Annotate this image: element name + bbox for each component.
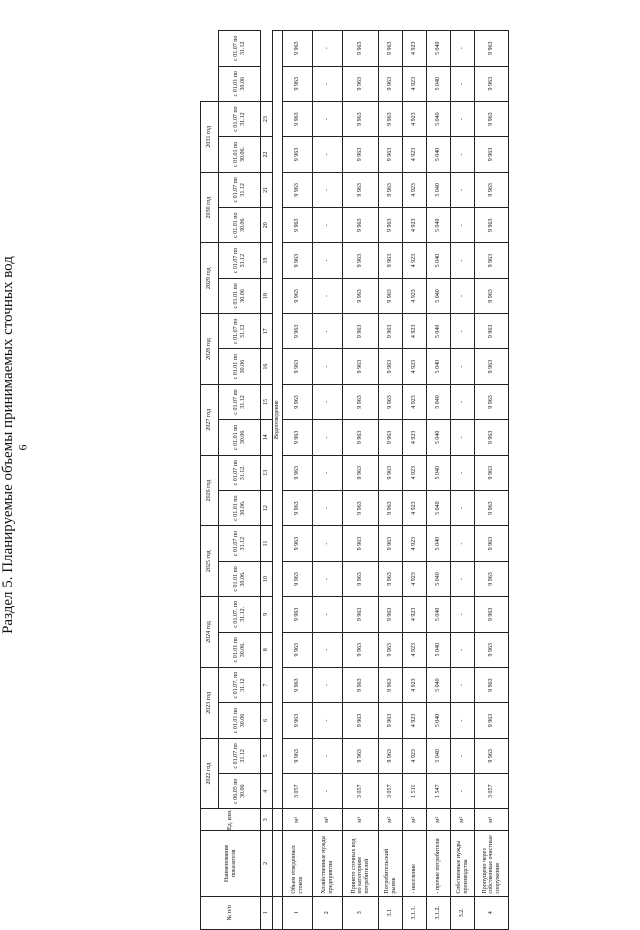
row-value: 5 040 bbox=[427, 243, 451, 278]
row-value: - bbox=[451, 243, 475, 278]
row-value: 9 963 bbox=[475, 66, 509, 101]
row-value: 5 040 bbox=[427, 349, 451, 384]
row-value: 9 963 bbox=[379, 597, 403, 632]
header-period: с 01.07 по 31.12 bbox=[219, 526, 261, 561]
row-value: 9 963 bbox=[475, 667, 509, 702]
row-value: 9 963 bbox=[379, 66, 403, 101]
row-number: 2 bbox=[313, 896, 343, 929]
row-value: 3 057 bbox=[379, 774, 403, 809]
row-value: 4 923 bbox=[403, 667, 427, 702]
row-value: - bbox=[451, 278, 475, 313]
row-value: - bbox=[313, 243, 343, 278]
row-unit bbox=[451, 809, 475, 831]
row-value: 9 963 bbox=[343, 490, 379, 525]
table-row bbox=[451, 31, 475, 930]
row-value: 9 963 bbox=[283, 490, 313, 525]
row-value: - bbox=[313, 490, 343, 525]
unit-superscript: 3 bbox=[410, 816, 416, 819]
row-value: - bbox=[313, 314, 343, 349]
row-value: 5 040 bbox=[427, 66, 451, 101]
row-value: - bbox=[313, 172, 343, 207]
header-period: с 01.01 по 30.06 bbox=[219, 703, 261, 738]
header-year: 2024 год bbox=[201, 597, 219, 668]
row-value: - bbox=[313, 349, 343, 384]
row-name: - население bbox=[403, 831, 427, 896]
row-value: 9 963 bbox=[343, 420, 379, 455]
row-value: - bbox=[313, 703, 343, 738]
row-number: 3.2. bbox=[451, 896, 475, 929]
unit-superscript: 3 bbox=[386, 816, 392, 819]
row-value: 9 963 bbox=[283, 738, 313, 773]
wastewater-volume-table bbox=[200, 30, 509, 930]
row-value: 5 040 bbox=[427, 137, 451, 172]
row-value: 9 963 bbox=[283, 597, 313, 632]
row-value: 9 963 bbox=[475, 278, 509, 313]
header-unit: Ед. изм. bbox=[201, 809, 261, 831]
row-value: 9 963 bbox=[343, 455, 379, 490]
header-period: с 01.07 по 31.12 bbox=[219, 384, 261, 419]
row-value: 9 963 bbox=[283, 420, 313, 455]
row-value: 5 040 bbox=[427, 208, 451, 243]
row-number: 3.1.2. bbox=[427, 896, 451, 929]
row-value: 5 040 bbox=[427, 384, 451, 419]
row-value: - bbox=[451, 561, 475, 596]
row-unit bbox=[403, 809, 427, 831]
row-value: 9 963 bbox=[343, 243, 379, 278]
row-value: - bbox=[451, 455, 475, 490]
header-period: с 01.01 по 30.06 bbox=[219, 66, 261, 101]
header-period: с 01.07. по 31.12. bbox=[219, 597, 261, 632]
row-value: - bbox=[451, 667, 475, 702]
row-value: 9 963 bbox=[475, 420, 509, 455]
row-value: - bbox=[451, 774, 475, 809]
row-value: 5 040 bbox=[427, 526, 451, 561]
row-value: 4 923 bbox=[403, 384, 427, 419]
row-value: 9 963 bbox=[475, 526, 509, 561]
column-number: 1 bbox=[261, 896, 273, 929]
row-value: 9 963 bbox=[379, 137, 403, 172]
row-value: 9 963 bbox=[283, 632, 313, 667]
column-number: 23 bbox=[261, 101, 273, 136]
row-value: 5 040 bbox=[427, 172, 451, 207]
section-title: Раздел 5. Планируемые объемы принимаемых сточных вод bbox=[0, 256, 16, 634]
row-value: 5 040 bbox=[427, 101, 451, 136]
header-year: 2029 год bbox=[201, 243, 219, 314]
unit-superscript: 3 bbox=[323, 816, 329, 819]
row-value: 4 923 bbox=[403, 703, 427, 738]
column-number: 10 bbox=[261, 561, 273, 596]
row-value: - bbox=[313, 561, 343, 596]
row-value: 4 923 bbox=[403, 66, 427, 101]
row-value: 9 963 bbox=[283, 137, 313, 172]
unit-base: м bbox=[488, 818, 495, 823]
row-value: 9 963 bbox=[283, 278, 313, 313]
row-unit bbox=[475, 809, 509, 831]
row-name: Принято сточных вод по категориям потребителей bbox=[343, 831, 379, 896]
header-period: с 01.07 по 31.12 bbox=[219, 101, 261, 136]
header-name: Наименование показателя bbox=[201, 831, 261, 896]
row-number: 3 bbox=[343, 896, 379, 929]
row-number: 1 bbox=[283, 896, 313, 929]
row-value: 9 963 bbox=[475, 349, 509, 384]
row-value: 9 963 bbox=[283, 561, 313, 596]
row-value: 9 963 bbox=[379, 101, 403, 136]
row-value: - bbox=[313, 208, 343, 243]
column-number: 3 bbox=[261, 809, 273, 831]
row-value: 9 963 bbox=[283, 667, 313, 702]
row-value: 9 963 bbox=[343, 597, 379, 632]
unit-base: м bbox=[324, 818, 331, 823]
row-value: 4 923 bbox=[403, 597, 427, 632]
row-name: - прочие потребители bbox=[427, 831, 451, 896]
column-number: 5 bbox=[261, 738, 273, 773]
header-year: 2028 год bbox=[201, 314, 219, 385]
row-value: 9 963 bbox=[475, 384, 509, 419]
header-period: с 01.07 по 31.12 bbox=[219, 314, 261, 349]
row-value: - bbox=[313, 597, 343, 632]
row-value: 9 963 bbox=[475, 703, 509, 738]
row-value: 5 040 bbox=[427, 420, 451, 455]
unit-base: м bbox=[459, 818, 466, 823]
row-number: 3.1 bbox=[379, 896, 403, 929]
row-value: - bbox=[451, 384, 475, 419]
row-value: 9 963 bbox=[283, 101, 313, 136]
row-value: 9 963 bbox=[343, 172, 379, 207]
row-value: 9 963 bbox=[343, 561, 379, 596]
column-number: 6 bbox=[261, 703, 273, 738]
row-value: - bbox=[313, 738, 343, 773]
row-value: - bbox=[451, 738, 475, 773]
row-value: 4 923 bbox=[403, 490, 427, 525]
unit-base: м bbox=[294, 818, 301, 823]
row-value: 9 963 bbox=[379, 490, 403, 525]
header-period: с 01.07. по 31.12 bbox=[219, 667, 261, 702]
row-value: 4 923 bbox=[403, 208, 427, 243]
row-value: 4 923 bbox=[403, 172, 427, 207]
row-value: 4 923 bbox=[403, 526, 427, 561]
row-value: 9 963 bbox=[343, 208, 379, 243]
row-value: 9 963 bbox=[343, 31, 379, 67]
header-period: с 01.01 по 30.06 bbox=[219, 420, 261, 455]
header-period: с 01.01 по 30.06 bbox=[219, 349, 261, 384]
header-period: с 01.01 по 30.06 bbox=[219, 208, 261, 243]
row-value: 9 963 bbox=[283, 349, 313, 384]
row-value: 9 963 bbox=[475, 738, 509, 773]
row-value: 5 040 bbox=[427, 738, 451, 773]
unit-superscript: 3 bbox=[434, 816, 440, 819]
table-row bbox=[379, 31, 403, 930]
row-value: 9 963 bbox=[283, 314, 313, 349]
row-value: - bbox=[313, 420, 343, 455]
row-value: - bbox=[451, 349, 475, 384]
row-value: 5 040 bbox=[427, 561, 451, 596]
row-unit bbox=[427, 809, 451, 831]
column-number: 15 bbox=[261, 384, 273, 419]
row-value: 4 923 bbox=[403, 101, 427, 136]
column-number: 4 bbox=[261, 774, 273, 809]
row-value: - bbox=[313, 632, 343, 667]
row-value: 9 963 bbox=[343, 278, 379, 313]
row-value: 9 963 bbox=[343, 101, 379, 136]
row-value: 4 923 bbox=[403, 243, 427, 278]
row-value: 4 923 bbox=[403, 314, 427, 349]
table-row bbox=[313, 31, 343, 930]
row-value: 9 963 bbox=[343, 349, 379, 384]
column-number: 13 bbox=[261, 455, 273, 490]
row-value: - bbox=[451, 420, 475, 455]
row-value: 9 963 bbox=[475, 172, 509, 207]
row-value: 9 963 bbox=[475, 31, 509, 67]
row-value: 9 963 bbox=[379, 243, 403, 278]
row-value: 4 923 bbox=[403, 31, 427, 67]
row-value: - bbox=[313, 667, 343, 702]
row-value: 4 923 bbox=[403, 349, 427, 384]
unit-superscript: 3 bbox=[487, 816, 493, 819]
row-value: - bbox=[451, 632, 475, 667]
column-number: 19 bbox=[261, 243, 273, 278]
row-value: 9 963 bbox=[379, 667, 403, 702]
row-value: 9 963 bbox=[379, 384, 403, 419]
row-value: 9 963 bbox=[379, 31, 403, 67]
row-value: 4 923 bbox=[403, 420, 427, 455]
row-value: 4 923 bbox=[403, 561, 427, 596]
row-value: 3 057 bbox=[475, 774, 509, 809]
row-value: 9 963 bbox=[379, 420, 403, 455]
page-number: 6 bbox=[15, 444, 30, 451]
row-value: - bbox=[451, 66, 475, 101]
column-number: 20 bbox=[261, 208, 273, 243]
row-value: - bbox=[451, 31, 475, 67]
row-unit bbox=[313, 809, 343, 831]
row-number: 3.1.1. bbox=[403, 896, 427, 929]
row-value: 9 963 bbox=[379, 208, 403, 243]
row-value: 9 963 bbox=[283, 384, 313, 419]
row-value: - bbox=[313, 101, 343, 136]
row-value: 9 963 bbox=[343, 703, 379, 738]
header-period: с 01.01 по 30.06. bbox=[219, 632, 261, 667]
table-row bbox=[427, 31, 451, 930]
header-period: с 01.07 по 31.12 bbox=[219, 172, 261, 207]
column-number: 9 bbox=[261, 597, 273, 632]
row-value: - bbox=[451, 314, 475, 349]
column-number: 8 bbox=[261, 632, 273, 667]
column-number: 16 bbox=[261, 349, 273, 384]
row-value: 4 923 bbox=[403, 137, 427, 172]
column-number: 21 bbox=[261, 172, 273, 207]
row-value: 9 963 bbox=[343, 667, 379, 702]
section-label: Водоотведение bbox=[273, 31, 283, 809]
row-value: 4 923 bbox=[403, 278, 427, 313]
header-year: 2026 год bbox=[201, 455, 219, 526]
row-value: - bbox=[451, 137, 475, 172]
row-value: 9 963 bbox=[475, 455, 509, 490]
row-value: 4 923 bbox=[403, 455, 427, 490]
row-value: 4 923 bbox=[403, 632, 427, 667]
column-number: 14 bbox=[261, 420, 273, 455]
header-year: 2031 год bbox=[201, 101, 219, 172]
row-value: 5 040 bbox=[427, 278, 451, 313]
row-value: 9 963 bbox=[283, 66, 313, 101]
header-period: с 01.01 по 30.06 bbox=[219, 278, 261, 313]
row-number: 4 bbox=[475, 896, 509, 929]
row-value: 5 040 bbox=[427, 490, 451, 525]
row-value: - bbox=[313, 137, 343, 172]
row-unit bbox=[283, 809, 313, 831]
unit-superscript: 3 bbox=[458, 816, 464, 819]
row-value: 5 040 bbox=[427, 703, 451, 738]
row-name: Хозяйственные нужды предприятия bbox=[313, 831, 343, 896]
header-period: с 01.07 по 31.12 bbox=[219, 243, 261, 278]
row-value: 9 963 bbox=[379, 278, 403, 313]
table-row bbox=[343, 31, 379, 930]
section-spacer bbox=[273, 809, 283, 831]
row-value: 3 057 bbox=[283, 774, 313, 809]
row-value: 3 057 bbox=[343, 774, 379, 809]
column-number: 17 bbox=[261, 314, 273, 349]
row-value: 9 963 bbox=[283, 31, 313, 67]
row-value: 5 040 bbox=[427, 667, 451, 702]
row-value: 9 963 bbox=[475, 632, 509, 667]
row-value: 9 963 bbox=[343, 632, 379, 667]
row-value: 5 040 bbox=[427, 455, 451, 490]
row-name: Объем отведенных стоков bbox=[283, 831, 313, 896]
row-value: 9 963 bbox=[379, 172, 403, 207]
row-value: 9 963 bbox=[475, 490, 509, 525]
row-value: 9 963 bbox=[343, 738, 379, 773]
row-value: 9 963 bbox=[475, 243, 509, 278]
row-value: 9 963 bbox=[475, 597, 509, 632]
row-value: 5 040 bbox=[427, 31, 451, 67]
row-value: 9 963 bbox=[343, 314, 379, 349]
row-value: 9 963 bbox=[475, 137, 509, 172]
unit-base: м bbox=[387, 818, 394, 823]
header-period: с 01.07 по 31.12 bbox=[219, 738, 261, 773]
row-value: 9 963 bbox=[283, 208, 313, 243]
unit-base: м bbox=[411, 818, 418, 823]
header-year: 2023 год bbox=[201, 667, 219, 738]
table-row bbox=[403, 31, 427, 930]
column-number: 18 bbox=[261, 278, 273, 313]
row-value: 9 963 bbox=[283, 172, 313, 207]
row-value: 9 963 bbox=[283, 455, 313, 490]
row-name: Пропущено через собственные очистные сооружения bbox=[475, 831, 509, 896]
row-value: 5 040 bbox=[427, 314, 451, 349]
header-period: с 01.01 по 30.06. bbox=[219, 490, 261, 525]
row-value: - bbox=[313, 66, 343, 101]
row-unit bbox=[343, 809, 379, 831]
row-value: - bbox=[451, 526, 475, 561]
row-value: 9 963 bbox=[283, 526, 313, 561]
row-value: 9 963 bbox=[379, 455, 403, 490]
row-value: 9 963 bbox=[379, 526, 403, 561]
header-period: с 01.01 по 30.06. bbox=[219, 561, 261, 596]
column-number: 7 bbox=[261, 667, 273, 702]
row-value: 5 040 bbox=[427, 597, 451, 632]
row-value: 9 963 bbox=[343, 526, 379, 561]
row-value: - bbox=[313, 455, 343, 490]
row-value: - bbox=[313, 774, 343, 809]
row-value: 9 963 bbox=[475, 101, 509, 136]
header-year: 2025 год bbox=[201, 526, 219, 597]
table-row bbox=[283, 31, 313, 930]
header-period: с 01.07 по 31.12. bbox=[219, 455, 261, 490]
row-value: 9 963 bbox=[283, 243, 313, 278]
header-year: 2030 год bbox=[201, 172, 219, 243]
row-value: 9 963 bbox=[343, 66, 379, 101]
row-value: - bbox=[451, 101, 475, 136]
row-value: 9 963 bbox=[379, 314, 403, 349]
unit-base: м bbox=[357, 818, 364, 823]
row-value: 9 963 bbox=[379, 349, 403, 384]
row-value: - bbox=[313, 384, 343, 419]
row-unit bbox=[379, 809, 403, 831]
column-number: 11 bbox=[261, 526, 273, 561]
unit-base: м bbox=[435, 818, 442, 823]
row-value: 9 963 bbox=[343, 384, 379, 419]
header-period: с 06.05 по 30.06 bbox=[219, 774, 261, 809]
column-number: 2 bbox=[261, 831, 273, 896]
row-value: 9 963 bbox=[379, 738, 403, 773]
row-value: 9 963 bbox=[379, 632, 403, 667]
row-name: Потребительский рынок bbox=[379, 831, 403, 896]
row-value: - bbox=[313, 278, 343, 313]
table-container bbox=[200, 30, 501, 930]
row-value: 1 547 bbox=[427, 774, 451, 809]
row-value: - bbox=[313, 526, 343, 561]
row-value: 1 511 bbox=[403, 774, 427, 809]
row-value: 4 923 bbox=[403, 738, 427, 773]
header-year: 2022 год bbox=[201, 738, 219, 809]
row-value: 5 040 bbox=[427, 632, 451, 667]
row-value: - bbox=[451, 172, 475, 207]
row-value: - bbox=[451, 597, 475, 632]
row-value: - bbox=[451, 703, 475, 738]
row-name: Собственные нужды производства bbox=[451, 831, 475, 896]
row-value: - bbox=[313, 31, 343, 67]
column-number: 22 bbox=[261, 137, 273, 172]
unit-superscript: 3 bbox=[293, 816, 299, 819]
unit-superscript: 3 bbox=[356, 816, 362, 819]
row-value: 9 963 bbox=[379, 561, 403, 596]
section-spacer bbox=[273, 831, 283, 896]
row-value: 9 963 bbox=[343, 137, 379, 172]
row-value: - bbox=[451, 208, 475, 243]
row-value: 9 963 bbox=[475, 314, 509, 349]
row-value: - bbox=[451, 490, 475, 525]
column-number: 12 bbox=[261, 490, 273, 525]
row-value: 9 963 bbox=[379, 703, 403, 738]
header-year: 2027 год bbox=[201, 384, 219, 455]
section-spacer bbox=[273, 896, 283, 929]
row-value: 9 963 bbox=[475, 561, 509, 596]
header-num: № п/п bbox=[201, 896, 261, 929]
header-period: с 01.07 по 31.12 bbox=[219, 31, 261, 67]
header-period: с 01.01 по 30.06. bbox=[219, 137, 261, 172]
row-value: 9 963 bbox=[475, 208, 509, 243]
table-row bbox=[475, 31, 509, 930]
row-value: 9 963 bbox=[283, 703, 313, 738]
